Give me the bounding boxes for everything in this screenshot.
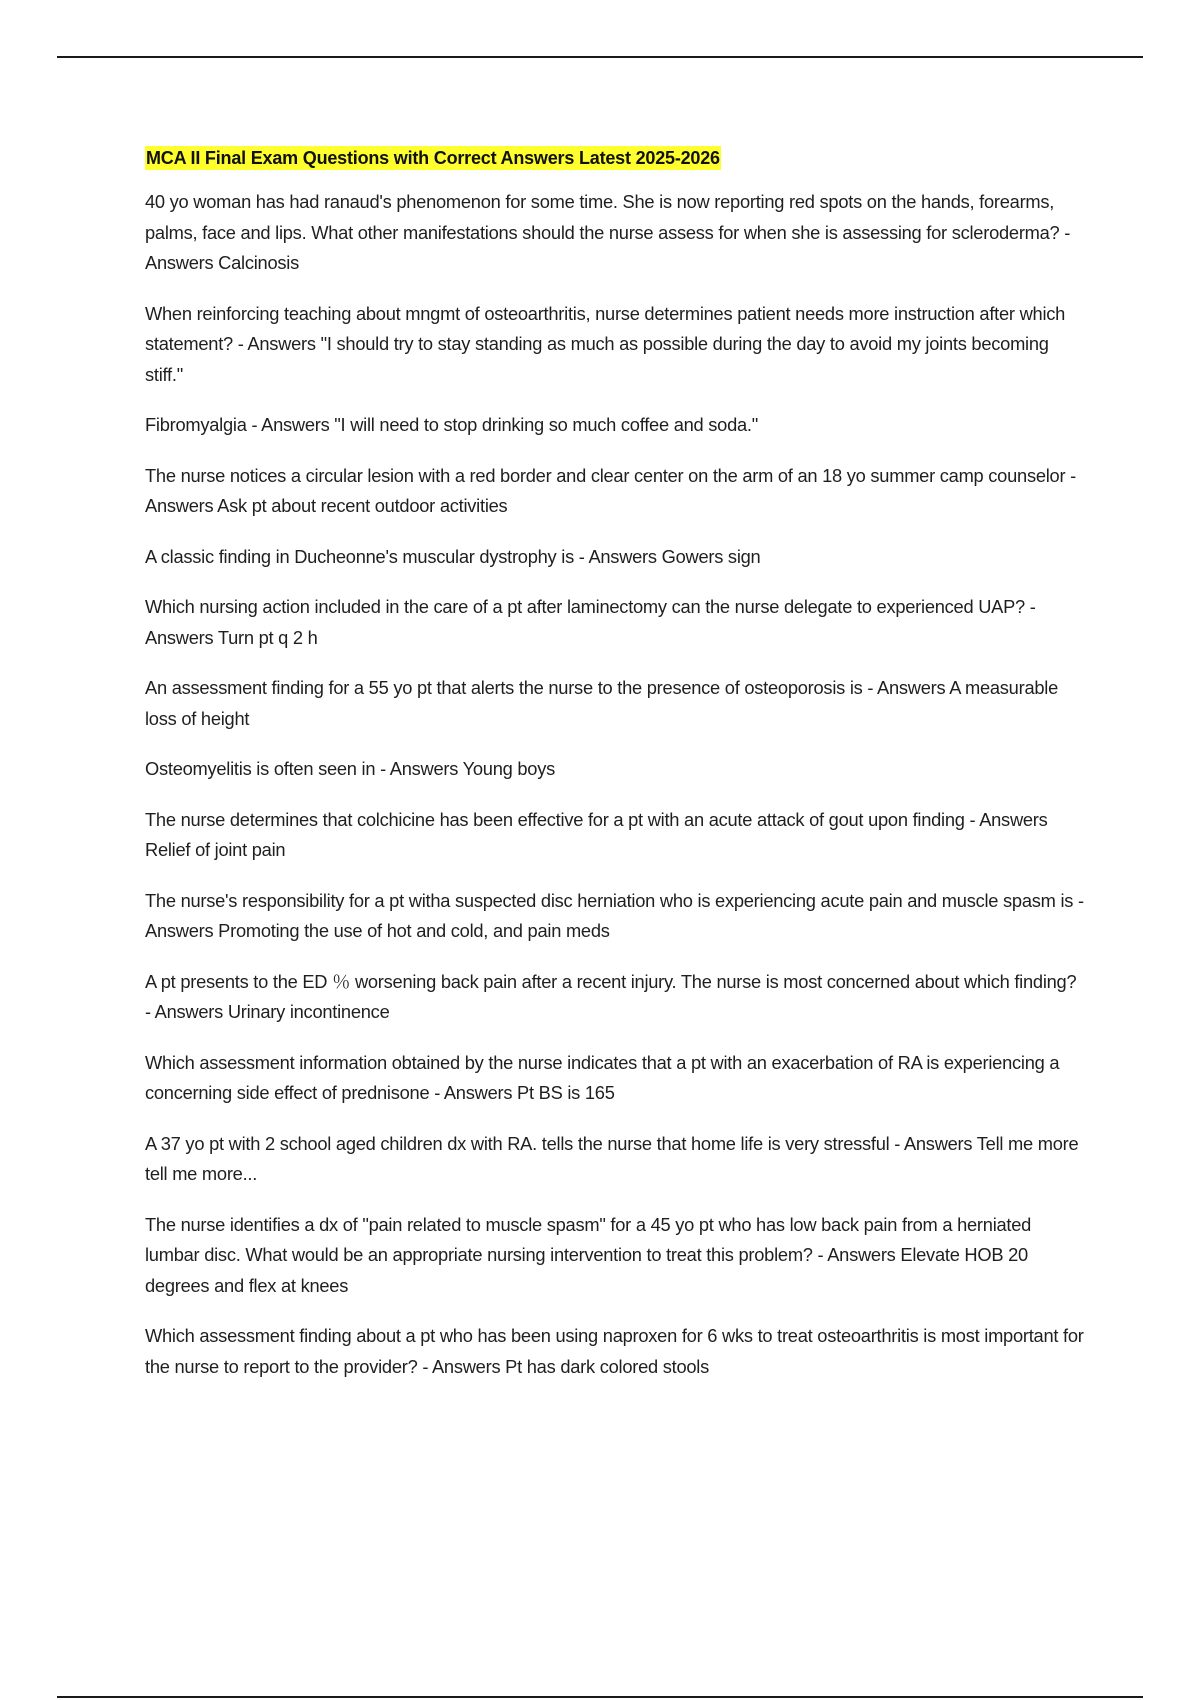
qa-item: When reinforcing teaching about mngmt of osteoarthritis, nurse determines patient needs more instruction after which statement? - Answers "I should try to stay standing as much as possible during the day to avoid my joints becoming stiff." [145,302,1066,385]
qa-item: The nurse's responsibility for a pt witha suspected disc herniation who is experiencing acute pain and muscle spasm is - Answers Promoting the use of hot and cold, and pain meds [145,889,1084,941]
qa-item: A pt presents to the ED ％ worsening back pain after a recent injury. The nurse is most concerned about which finding? - Answers Urinary incontinence [145,970,1077,1022]
document-title: MCA II Final Exam Questions with Correct Answers Latest 2025-2026 [146,148,720,168]
qa-item: The nurse identifies a dx of "pain related to muscle spasm" for a 45 yo pt who has low back pain from a herniated lumbar disc. What would be an appropriate nursing intervention to treat this problem? - Answers Elevate HOB 20 degrees and flex at knees [145,1213,1032,1296]
qa-item: Osteomyelitis is often seen in - Answers Young boys [145,758,555,779]
qa-item: An assessment finding for a 55 yo pt that alerts the nurse to the presence of osteoporosis is - Answers A measurable loss of height [145,677,1059,729]
qa-item: A classic finding in Ducheonne's muscular dystrophy is - Answers Gowers sign [145,545,761,567]
qa-item: A 37 yo pt with 2 school aged children dx with RA. tells the nurse that home life is very stressful - Answers Tell me more tell me more... [145,1132,1079,1184]
qa-item: 40 yo woman has had ranaud's phenomenon for some time. She is now reporting red spots on the hands, forearms, palms, face and lips. What other manifestations should the nurse assess for when she is assessing for scleroderma? - Answers Calcinosis [145,191,1071,273]
qa-item: Which nursing action included in the care of a pt after laminectomy can the nurse delegate to experienced UAP? - Answers Turn pt q 2 h [145,596,1036,648]
document-body [145,146,1085,1402]
qa-item: The nurse notices a circular lesion with a red border and clear center on the arm of an 18 yo summer camp counselor - Answers Ask pt about recent outdoor activities [145,464,1076,516]
qa-item: The nurse determines that colchicine has been effective for a pt with an acute attack of gout upon finding - Answers Relief of joint pain [145,808,1048,860]
header-rule [57,56,1143,58]
qa-item: Which assessment information obtained by the nurse indicates that a pt with an exacerbation of RA is experiencing a concerning side effect of prednisone - Answers Pt BS is 165 [145,1051,1060,1103]
footer-rule [57,1696,1143,1698]
qa-item: Fibromyalgia - Answers "I will need to stop drinking so much coffee and soda." [145,414,758,435]
qa-item: Which assessment finding about a pt who has been using naproxen for 6 wks to treat osteoarthritis is most important for the nurse to report to the provider? - Answers Pt has dark colored stools [145,1325,1084,1377]
qa-list [145,187,1085,1382]
